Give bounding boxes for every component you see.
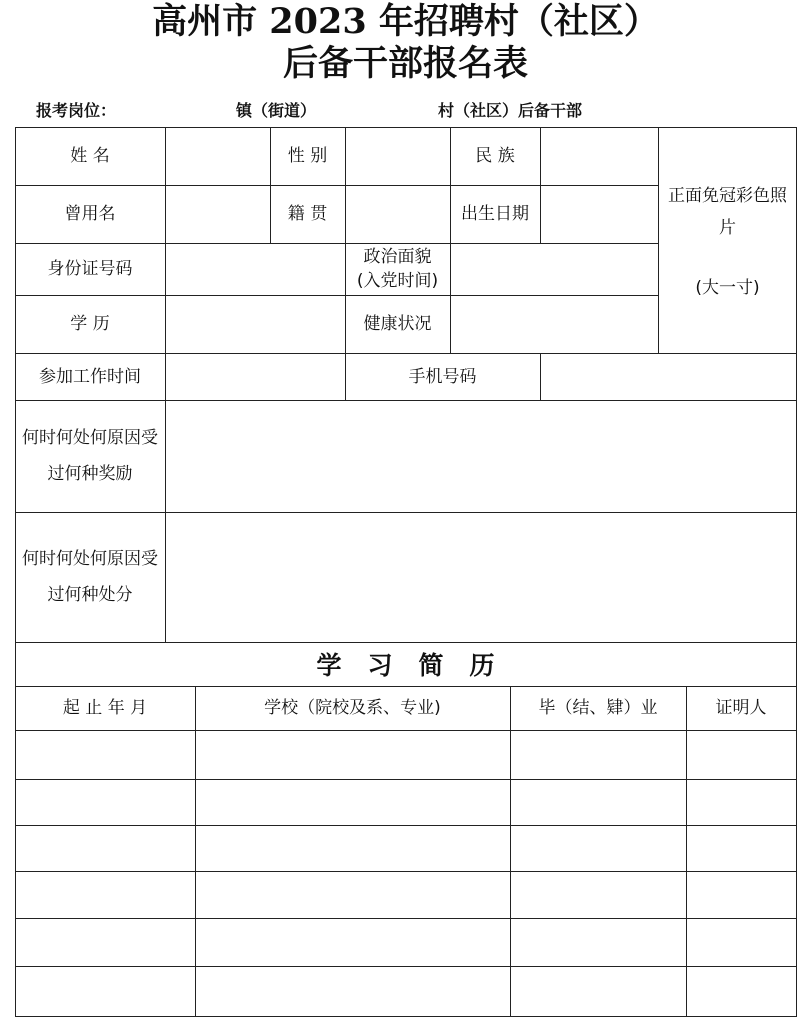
education-field[interactable]	[166, 296, 345, 353]
study-witness-cell[interactable]	[687, 919, 796, 966]
town-label: 镇（街道）	[236, 101, 317, 120]
photo-instruction-line-2: 片	[719, 218, 736, 238]
study-witness-cell[interactable]	[687, 967, 796, 1016]
birth-date-field[interactable]	[541, 186, 658, 243]
id-number-label: 身份证号码	[47, 259, 133, 279]
study-school-cell[interactable]	[196, 967, 510, 1016]
work-start-label: 参加工作时间	[39, 366, 141, 387]
study-witness-cell[interactable]	[687, 872, 796, 918]
study-school-cell[interactable]	[196, 780, 510, 825]
penalties-label	[15, 512, 165, 642]
name-field[interactable]	[166, 128, 270, 185]
study-status-cell[interactable]	[511, 967, 686, 1016]
study-status-cell[interactable]	[511, 731, 686, 779]
position-label: 报考岗位：	[36, 101, 117, 120]
penalties-label-line-1: 何时何处何原因受	[22, 549, 158, 569]
study-period-cell[interactable]	[16, 872, 195, 918]
political-status-field[interactable]	[451, 244, 658, 295]
ethnicity-label: 民 族	[475, 146, 515, 166]
gender-field[interactable]	[346, 128, 450, 185]
former-name-label: 曾用名	[64, 204, 116, 224]
awards-field[interactable]	[166, 401, 796, 512]
study-status-cell[interactable]	[511, 826, 686, 871]
study-school-cell[interactable]	[196, 826, 510, 871]
penalties-field[interactable]	[166, 513, 796, 642]
study-school-cell[interactable]	[196, 731, 510, 779]
study-status-cell[interactable]	[511, 780, 686, 825]
study-witness-cell[interactable]	[687, 780, 796, 825]
study-history-title: 学习简历	[316, 651, 521, 680]
study-witness-cell[interactable]	[687, 731, 796, 779]
birth-date-label: 出生日期	[461, 204, 529, 224]
study-school-cell[interactable]	[196, 872, 510, 918]
study-header-school: 学校（院校及系、专业)	[264, 698, 441, 718]
phone-label: 手机号码	[408, 366, 477, 387]
phone-field[interactable]	[541, 354, 796, 400]
gender-label: 性 别	[287, 146, 328, 166]
work-start-field[interactable]	[166, 354, 345, 400]
study-header-period: 起 止 年 月	[62, 698, 148, 718]
awards-label-line-1: 何时何处何原因受	[22, 428, 158, 448]
photo-box[interactable]	[659, 180, 796, 304]
study-status-cell[interactable]	[511, 919, 686, 966]
study-period-cell[interactable]	[16, 780, 195, 825]
id-number-field[interactable]	[166, 244, 345, 295]
ethnicity-field[interactable]	[541, 128, 658, 185]
health-field[interactable]	[451, 296, 658, 353]
form-title-line-1: 高州市 2023 年招聘村（社区）	[152, 1, 659, 42]
study-witness-cell[interactable]	[687, 826, 796, 871]
study-status-cell[interactable]	[511, 872, 686, 918]
awards-label-line-2: 过何种奖励	[47, 464, 133, 484]
study-period-cell[interactable]	[16, 731, 195, 779]
native-place-label: 籍 贯	[287, 204, 328, 224]
form-title-line-2: 后备干部报名表	[282, 43, 528, 84]
party-join-time-text: (入党时间)	[356, 271, 439, 291]
study-period-cell[interactable]	[16, 919, 195, 966]
study-header-witness: 证明人	[715, 698, 767, 718]
study-period-cell[interactable]	[16, 967, 195, 1016]
study-period-cell[interactable]	[16, 826, 195, 871]
political-status-text: 政治面貌	[363, 247, 432, 267]
photo-size-note: (大一寸)	[695, 278, 760, 298]
native-place-field[interactable]	[346, 186, 450, 243]
penalties-label-line-2: 过何种处分	[47, 585, 133, 605]
political-status-label	[345, 243, 450, 295]
name-label: 姓 名	[70, 146, 110, 166]
study-header-status: 毕（结、肄）业	[538, 698, 658, 718]
study-school-cell[interactable]	[196, 919, 510, 966]
health-label: 健康状况	[363, 314, 432, 334]
village-label: 村（社区）后备干部	[438, 101, 583, 120]
former-name-field[interactable]	[166, 186, 270, 243]
photo-instruction-line-1: 正面免冠彩色照	[668, 186, 787, 206]
awards-label	[15, 400, 165, 512]
education-label: 学 历	[70, 314, 110, 334]
